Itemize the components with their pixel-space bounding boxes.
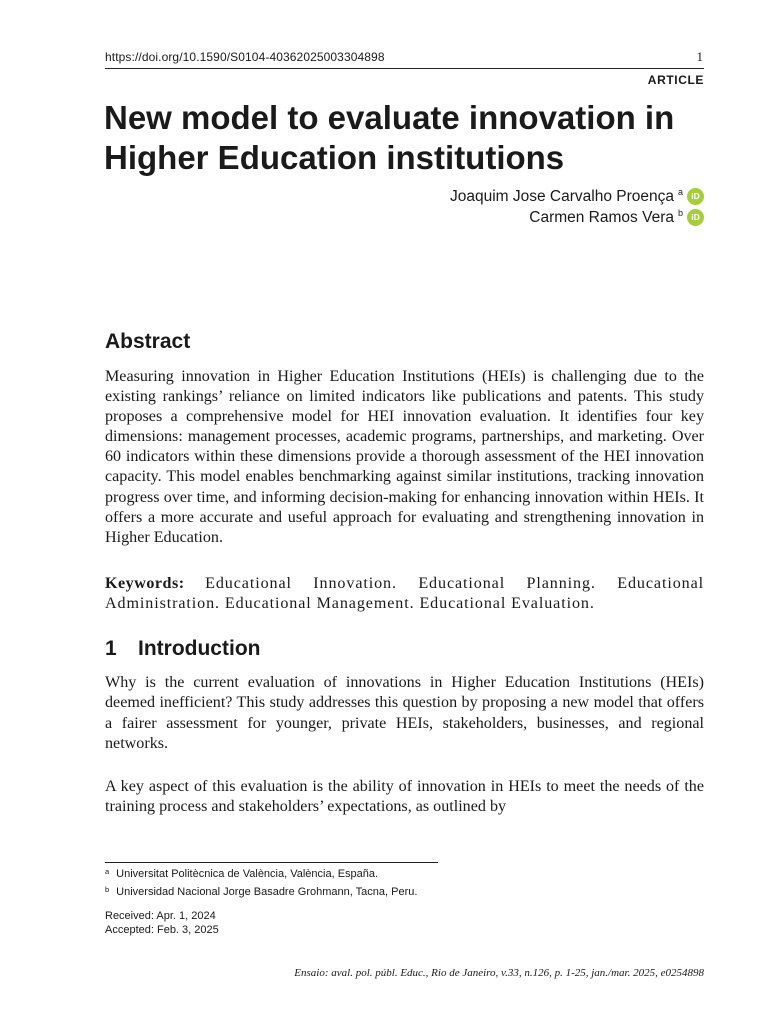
author-2 [450, 207, 704, 228]
introduction-heading [105, 637, 260, 661]
orcid-icon[interactable]: iD [687, 188, 704, 205]
affiliation-mark: a [677, 187, 683, 197]
section-label: ARTICLE [647, 73, 704, 87]
author-name: Joaquim Jose Carvalho Proença [449, 188, 674, 205]
received-date: Received: Apr. 1, 2024 [105, 910, 216, 922]
publication-dates [105, 909, 219, 937]
author-name: Carmen Ramos Vera [529, 209, 674, 226]
footnote-a [105, 868, 378, 880]
journal-citation: Ensaio: aval. pol. públ. Educ., Rio de Janeiro, v.33, n.126, p. 1-25, jan./mar. 2025, e0254898 [294, 967, 704, 979]
doi-link[interactable]: https://doi.org/10.1590/S0104-40362025003304898 [105, 50, 385, 64]
footnote-mark: b [105, 885, 110, 894]
keywords-text: Educational Innovation. Educational Planning. Educational Administration. Educational Management. Educational Evaluation. [105, 575, 704, 613]
abstract-text: Measuring innovation in Higher Education Institutions (HEIs) is challenging due to the existing rankings’ reliance on limited indicators like publications and patents. This study proposes a comprehensive model for HEI innovation evaluation. It identifies four key dimensions: management processes, academic programs, partnerships, and marketing. Over 60 indicators within these dimensions provide a thorough assessment of the HEI innovation capacity. This model enables benchmarking against similar institutions, tracking innovation progress over time, and informing decision-making for enhancing innovation within HEIs. It offers a more accurate and useful approach for evaluating and strengthening innovation in Higher Education. [105, 368, 704, 546]
footnote-mark: a [105, 867, 110, 876]
author-1 [450, 186, 704, 207]
affiliation-mark: b [677, 208, 683, 218]
section-title: Introduction [138, 637, 261, 660]
orcid-icon[interactable]: iD [687, 209, 704, 226]
introduction-paragraph-1: Why is the current evaluation of innovations in Higher Education Institutions (HEIs) deemed inefficient? This study addresses this question by proposing a new model that offers a fairer assessment for younger, private HEIs, stakeholders, businesses, and regional networks. [105, 674, 704, 752]
author-list [450, 186, 704, 228]
footnote-rule [105, 862, 438, 863]
footnote-text: Universitat Politècnica de València, València, España. [116, 868, 379, 880]
accepted-date: Accepted: Feb. 3, 2025 [105, 924, 219, 936]
page-number: 1 [696, 49, 703, 64]
header-rule [105, 68, 704, 69]
keywords-label: Keywords: [105, 575, 185, 592]
footnote-text: Universidad Nacional Jorge Basadre Grohmann, Tacna, Peru. [116, 886, 418, 898]
section-number: 1 [105, 637, 117, 660]
footnote-b [105, 886, 417, 898]
article-title: New model to evaluate innovation in Higher Education institutions [104, 99, 675, 176]
keywords [105, 574, 704, 614]
abstract-heading: Abstract [105, 330, 191, 353]
introduction-paragraph-2: A key aspect of this evaluation is the ability of innovation in HEIs to meet the needs of the training process and stakeholders’ expectations, as outlined by [105, 778, 704, 816]
